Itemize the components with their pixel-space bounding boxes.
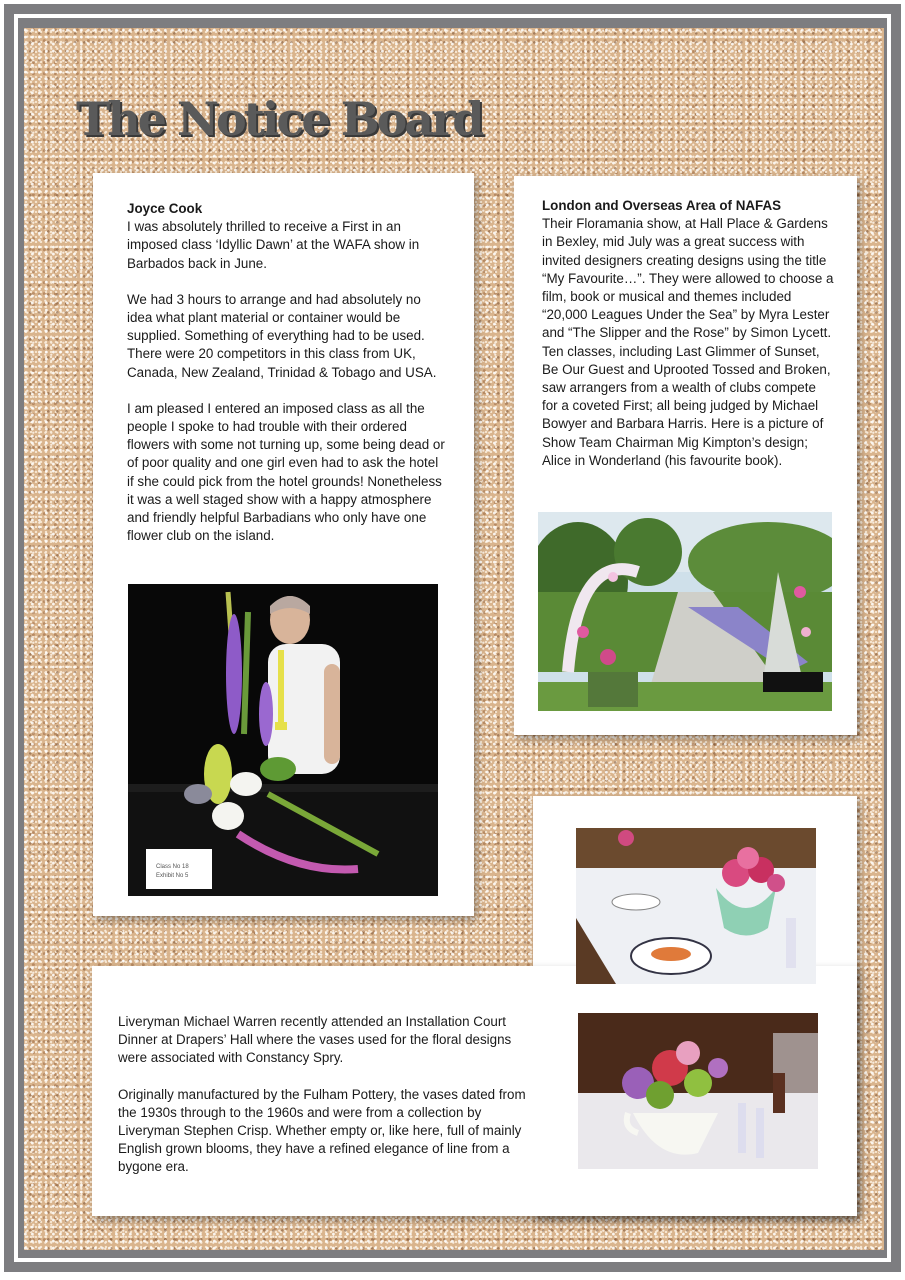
livery-paragraph-1: Liveryman Michael Warren recently attended an Installation Court Dinner at Drapers’ Hall where the vases used for the floral designs were associated with Constancy Spry. — [118, 1014, 512, 1066]
joyce-cook-paragraph-2: We had 3 hours to arrange and had absolutely no idea what plant material or container would be supplied. Something of everything had to be used. There were 20 competitors in this class from UK, Canada, New Zealand, Trinidad & Tobago and USA. — [127, 291, 437, 380]
hall-place-garden-photo — [538, 512, 832, 711]
london-nafas-article — [542, 197, 834, 470]
joyce-cook-article — [127, 200, 447, 563]
joyce-cook-heading: Joyce Cook — [127, 201, 203, 216]
london-nafas-body: Their Floramania show, at Hall Place & Gardens in Bexley, mid July was a great success with invited designers creating designs using the title “My Favourite…”. They were allowed to choose a film, book or musical and themes included “20,000 Leagues Under the Sea” by Myra Lester and “The Slipper and the Rose” by Simon Lycett. Ten classes, including Last Glimmer of Sunset, Be Our Guest and Uprooted Tossed and Broken, saw arrangers from a wealth of clubs compete for a coveted First; all being judged by Michael Bowyer and Barbara Harris. Here is a picture of Show Team Chairman Mig Kimpton’s design; Alice in Wonderland (his favourite book). — [542, 216, 834, 468]
joyce-cook-card — [93, 173, 474, 916]
london-nafas-card — [514, 176, 857, 735]
joyce-cook-paragraph-1: I was absolutely thrilled to receive a First in an imposed class ‘Idyllic Dawn’ at the WAFA show in Barbados back in June. — [127, 219, 420, 271]
livery-article — [118, 1013, 533, 1195]
exhibit-card-class: Class No 18 — [156, 864, 189, 870]
livery-paragraph-2: Originally manufactured by the Fulham Pottery, the vases dated from the 1930s through to the 1960s and were from a collection by Liveryman Stephen Crisp. Whether empty or, like here, full of mainly English grown blooms, they have a refined elegance of line from a bygone era. — [118, 1086, 526, 1175]
constance-spry-vase-photo — [578, 1013, 818, 1169]
exhibit-card-number: Exhibit No 5 — [156, 873, 189, 879]
joyce-cook-arrangement-photo — [128, 584, 438, 896]
joyce-cook-paragraph-3: I am pleased I entered an imposed class as all the people I spoke to had trouble with their ordered flowers with some not turning up, some being dead or of poor quality and one girl even had to ask the hotel if she could pick from the hotel grounds! Nonetheless it was a well staged show with a happy atmosphere and friendly helpful Barbadians who only have one flower club on the island. — [127, 400, 445, 544]
london-nafas-heading: London and Overseas Area of NAFAS — [542, 198, 782, 213]
page-title: The Notice Board — [76, 92, 482, 146]
dinner-table-photo — [576, 828, 816, 984]
